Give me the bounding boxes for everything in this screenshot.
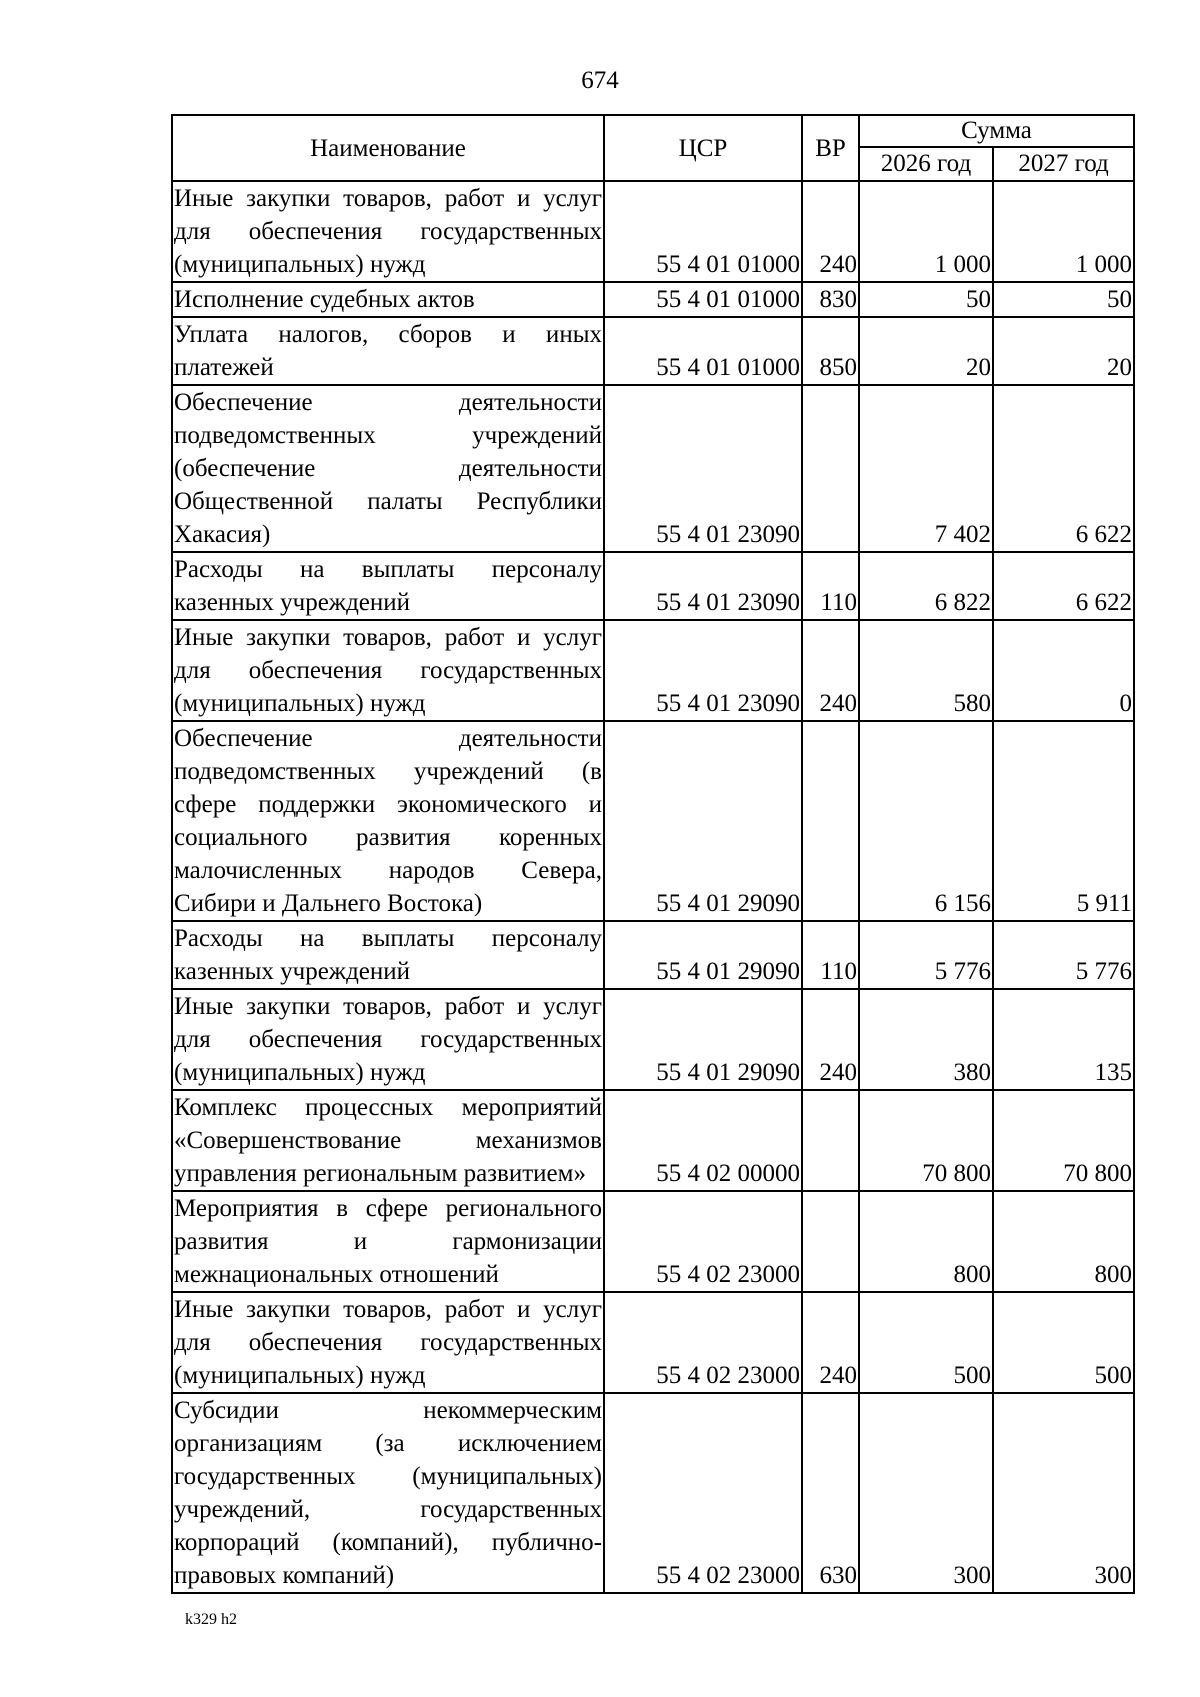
- cell-vr: 830: [802, 282, 859, 317]
- header-year-2026: 2026 год: [859, 147, 993, 181]
- cell-csr: 55 4 01 23090: [604, 385, 802, 552]
- table-row: [172, 1090, 1134, 1191]
- cell-sum-2027: 300: [993, 1393, 1134, 1593]
- cell-csr: 55 4 01 29090: [604, 921, 802, 989]
- table-row: [172, 989, 1134, 1090]
- cell-name: Субсидии некоммерческим организациям (за исключением государственных (муниципальных) учреждений, государственных корпораций (компаний), публично-правовых компаний): [172, 1393, 604, 1593]
- cell-sum-2027: 5 776: [993, 921, 1134, 989]
- cell-sum-2026: 50: [859, 282, 993, 317]
- table-row: [172, 181, 1134, 282]
- budget-table: [171, 114, 1135, 1594]
- cell-sum-2026: 20: [859, 317, 993, 385]
- cell-vr: [802, 721, 859, 921]
- cell-name: Мероприятия в сфере регионального развития и гармонизации межнациональных отношений: [172, 1191, 604, 1292]
- table-row: [172, 1393, 1134, 1593]
- table-row: [172, 1191, 1134, 1292]
- cell-sum-2026: 5 776: [859, 921, 993, 989]
- cell-csr: 55 4 01 29090: [604, 989, 802, 1090]
- cell-sum-2026: 580: [859, 620, 993, 721]
- cell-sum-2027: 6 622: [993, 552, 1134, 620]
- cell-sum-2027: 1 000: [993, 181, 1134, 282]
- cell-csr: 55 4 01 23090: [604, 620, 802, 721]
- cell-csr: 55 4 02 23000: [604, 1292, 802, 1393]
- cell-csr: 55 4 01 01000: [604, 317, 802, 385]
- cell-sum-2026: 500: [859, 1292, 993, 1393]
- cell-vr: 850: [802, 317, 859, 385]
- cell-vr: 240: [802, 181, 859, 282]
- header-csr: ЦСР: [604, 115, 802, 181]
- cell-sum-2026: 7 402: [859, 385, 993, 552]
- cell-sum-2026: 6 822: [859, 552, 993, 620]
- page-number: 674: [581, 67, 619, 94]
- table-row: [172, 620, 1134, 721]
- cell-sum-2026: 380: [859, 989, 993, 1090]
- cell-name: Иные закупки товаров, работ и услуг для обеспечения государственных (муниципальных) нужд: [172, 989, 604, 1090]
- cell-name: Расходы на выплаты персоналу казенных учреждений: [172, 921, 604, 989]
- cell-sum-2027: 0: [993, 620, 1134, 721]
- cell-name: Обеспечение деятельности подведомственных учреждений (в сфере поддержки экономического и социального развития коренных малочисленных народов Севера, Сибири и Дальнего Востока): [172, 721, 604, 921]
- table-row: [172, 721, 1134, 921]
- table-row: [172, 282, 1134, 317]
- cell-csr: 55 4 01 23090: [604, 552, 802, 620]
- cell-csr: 55 4 01 01000: [604, 282, 802, 317]
- cell-sum-2027: 800: [993, 1191, 1134, 1292]
- table-row: [172, 552, 1134, 620]
- cell-csr: 55 4 01 29090: [604, 721, 802, 921]
- cell-name: Обеспечение деятельности подведомственных учреждений (обеспечение деятельности Общественной палаты Республики Хакасия): [172, 385, 604, 552]
- cell-vr: 240: [802, 989, 859, 1090]
- cell-csr: 55 4 01 01000: [604, 181, 802, 282]
- cell-sum-2027: 500: [993, 1292, 1134, 1393]
- table-row: [172, 1292, 1134, 1393]
- cell-vr: [802, 1090, 859, 1191]
- cell-sum-2026: 1 000: [859, 181, 993, 282]
- table-body: [172, 181, 1134, 1593]
- cell-sum-2026: 300: [859, 1393, 993, 1593]
- header-sum: Сумма: [859, 115, 1134, 147]
- cell-vr: 240: [802, 1292, 859, 1393]
- cell-vr: 240: [802, 620, 859, 721]
- cell-name: Уплата налогов, сборов и иных платежей: [172, 317, 604, 385]
- cell-csr: 55 4 02 00000: [604, 1090, 802, 1191]
- cell-sum-2026: 800: [859, 1191, 993, 1292]
- cell-csr: 55 4 02 23000: [604, 1393, 802, 1593]
- cell-vr: [802, 385, 859, 552]
- cell-sum-2027: 20: [993, 317, 1134, 385]
- cell-sum-2027: 6 622: [993, 385, 1134, 552]
- cell-sum-2027: 50: [993, 282, 1134, 317]
- cell-name: Комплекс процессных мероприятий «Совершенствование механизмов управления региональным развитием»: [172, 1090, 604, 1191]
- header-name: Наименование: [172, 115, 604, 181]
- cell-name: Иные закупки товаров, работ и услуг для обеспечения государственных (муниципальных) нужд: [172, 620, 604, 721]
- table-row: [172, 317, 1134, 385]
- table-row: [172, 921, 1134, 989]
- cell-name: Иные закупки товаров, работ и услуг для обеспечения государственных (муниципальных) нужд: [172, 1292, 604, 1393]
- cell-sum-2027: 135: [993, 989, 1134, 1090]
- table-header: [172, 115, 1134, 181]
- footer-code: k329 h2: [185, 1611, 237, 1628]
- cell-csr: 55 4 02 23000: [604, 1191, 802, 1292]
- cell-vr: 110: [802, 921, 859, 989]
- cell-vr: 630: [802, 1393, 859, 1593]
- header-year-2027: 2027 год: [993, 147, 1134, 181]
- cell-name: Исполнение судебных актов: [172, 282, 604, 317]
- table-row: [172, 385, 1134, 552]
- cell-vr: [802, 1191, 859, 1292]
- cell-sum-2026: 70 800: [859, 1090, 993, 1191]
- cell-sum-2026: 6 156: [859, 721, 993, 921]
- cell-sum-2027: 5 911: [993, 721, 1134, 921]
- header-vr: ВР: [802, 115, 859, 181]
- cell-name: Расходы на выплаты персоналу казенных учреждений: [172, 552, 604, 620]
- cell-vr: 110: [802, 552, 859, 620]
- cell-name: Иные закупки товаров, работ и услуг для обеспечения государственных (муниципальных) нужд: [172, 181, 604, 282]
- cell-sum-2027: 70 800: [993, 1090, 1134, 1191]
